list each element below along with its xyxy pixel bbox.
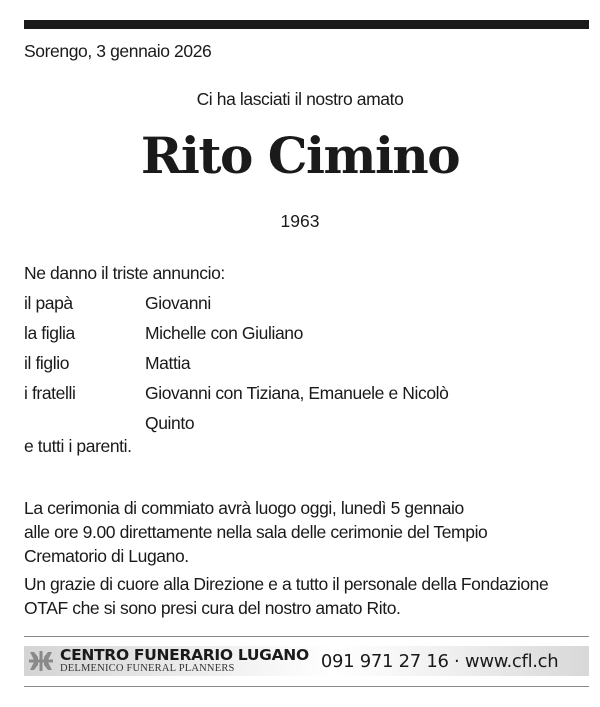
funeral-home-banner: [24, 646, 589, 676]
thanks-line: OTAF che si sono presi cura del nostro amato Rito.: [24, 598, 401, 618]
funeral-home-logo-icon: [28, 650, 54, 672]
member-names: Michelle con Giuliano: [145, 323, 303, 343]
brand-name: CENTRO FUNERARIO LUGANO: [60, 645, 309, 664]
footer-bottom-rule: [24, 686, 589, 687]
relation: [24, 408, 145, 438]
member-names: Giovanni con Tiziana, Emanuele e Nicolò: [145, 383, 449, 403]
relation: il papà: [24, 293, 73, 313]
brand-subtitle: DELMENICO FUNERAL PLANNERS: [60, 663, 235, 674]
family-member: [24, 378, 448, 408]
family-member: [24, 288, 448, 318]
member-names: Mattia: [145, 353, 191, 373]
family-member: [24, 348, 448, 378]
family-list: [24, 258, 448, 438]
top-rule: [24, 20, 589, 29]
relation: il figlio: [24, 353, 70, 373]
footer-top-rule: [24, 636, 589, 637]
family-member: [24, 318, 448, 348]
intro-text: Ci ha lasciati il nostro amato: [196, 89, 404, 109]
ceremony-line: alle ore 9.00 direttamente nella sala delle cerimonie del Tempio: [24, 522, 488, 542]
deceased-name: Rito Cimino: [140, 126, 460, 185]
place-date: Sorengo, 3 gennaio 2026: [24, 41, 212, 61]
ceremony-line: La cerimonia di commiato avrà luogo oggi, lunedì 5 gennaio: [24, 498, 464, 518]
thanks-line: Un grazie di cuore alla Direzione e a tutto il personale della Fondazione: [24, 574, 549, 594]
brand-block: [60, 645, 309, 675]
member-names: Giovanni: [145, 293, 211, 313]
family-heading: Ne danno il triste annuncio:: [24, 263, 225, 283]
birth-year: 1963: [280, 211, 320, 231]
relation: i fratelli: [24, 383, 76, 403]
contact-info: 091 971 27 16 · www.cfl.ch: [320, 650, 559, 672]
ceremony-info: [24, 496, 594, 568]
ceremony-line: Crematorio di Lugano.: [24, 546, 189, 566]
family-member: [24, 408, 448, 438]
member-names: Quinto: [145, 413, 195, 433]
family-closing: e tutti i parenti.: [24, 436, 132, 456]
thanks-note: [24, 572, 599, 620]
relation: la figlia: [24, 323, 75, 343]
